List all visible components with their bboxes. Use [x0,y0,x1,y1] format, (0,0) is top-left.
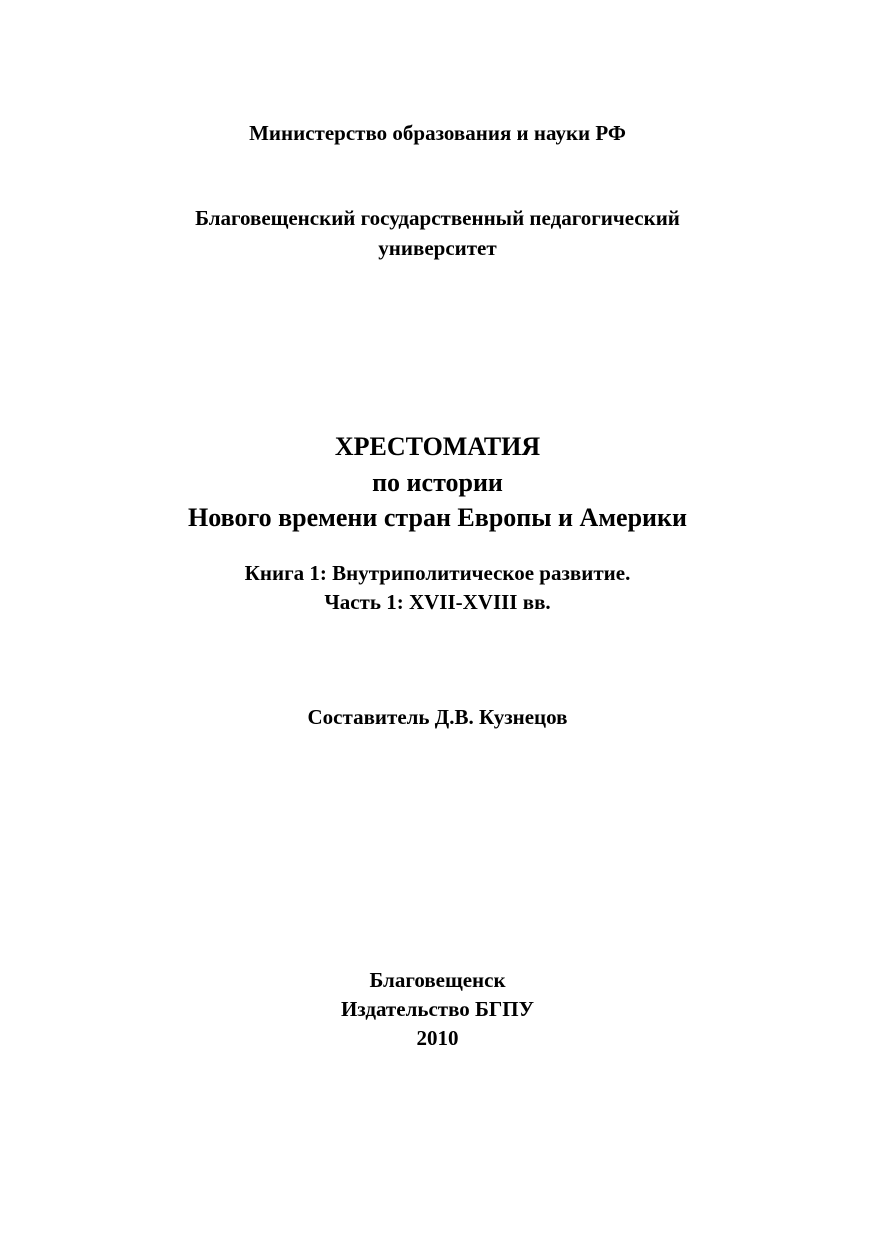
title-line-1: ХРЕСТОМАТИЯ [334,432,541,461]
imprint-publisher: Издательство БГПУ [340,997,535,1021]
university-line-2: университет [378,236,497,260]
imprint-year: 2010 [416,1026,459,1050]
subtitle-book-line: Книга 1: Внутриполитическое развитие. [244,561,631,585]
compiler-line: Составитель Д.В. Кузнецов [307,705,568,729]
title-line-3: Нового времени стран Европы и Америки [188,503,687,532]
ministry-line: Министерство образования и науки РФ [249,121,626,145]
subtitle-part-line: Часть 1: XVII-XVIII вв. [324,590,551,614]
university-line-1: Благовещенский государственный педагогический [195,206,680,230]
imprint-city: Благовещенск [369,968,506,992]
title-line-2: по истории [372,468,503,497]
